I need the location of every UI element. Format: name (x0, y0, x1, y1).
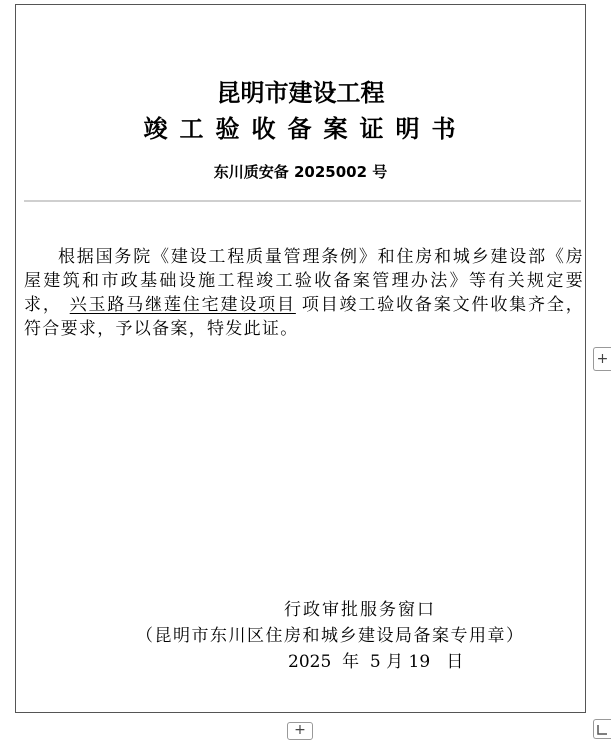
title-line-2: 竣工验收备案证明书 (143, 115, 468, 143)
title-line-1: 昆明市建设工程 (216, 79, 385, 107)
add-below-button[interactable]: + (287, 722, 313, 740)
issuer-office: 行政审批服务窗口 (284, 600, 436, 620)
project-name: 兴玉路马继莲住宅建设项目 (69, 295, 296, 315)
issue-date: 2025 年 5 月 19 日 (288, 652, 464, 672)
resize-corner-icon (597, 724, 608, 735)
body-text-before: 根据国务院《建设工程质量管理条例》和住房和城乡建设部《房屋建筑和市政基础设施工程竣工验收备案管理办法》等有关规定要求， (24, 247, 584, 315)
certificate-page (15, 4, 586, 713)
body-text-after: 项目竣工验收备案文件收集齐全，符合要求，予以备案，特发此证。 (24, 295, 584, 339)
stamp-note: （昆明市东川区住房和城乡建设局备案专用章） (136, 626, 525, 646)
divider (24, 200, 581, 202)
body-paragraph (24, 245, 584, 341)
add-right-button[interactable]: + (593, 347, 611, 371)
resize-handle[interactable] (593, 719, 611, 739)
document-number: 东川质安备 2025002 号 (213, 163, 388, 181)
